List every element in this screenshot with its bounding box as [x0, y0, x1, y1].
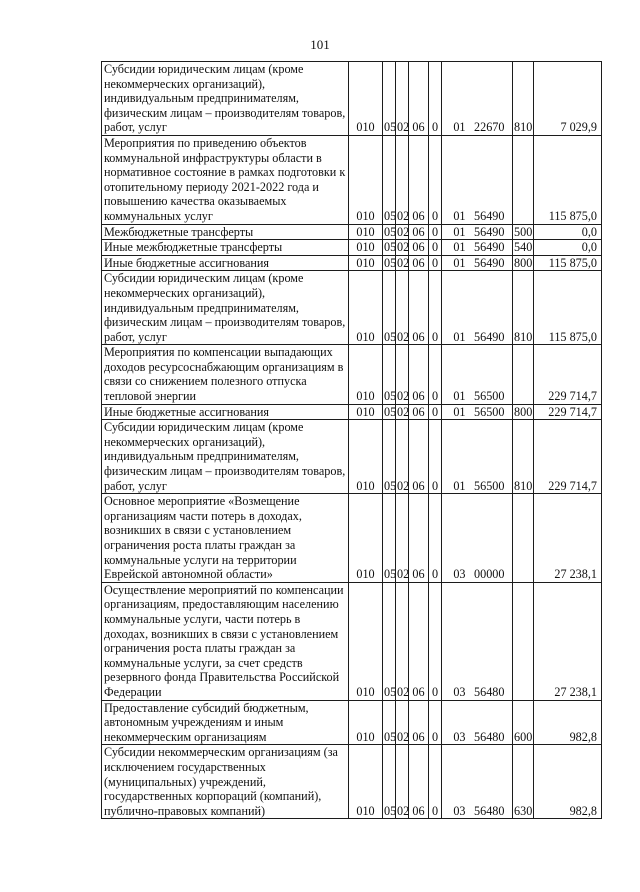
table-row: [102, 582, 602, 700]
table-row: [102, 240, 602, 256]
event-code-cell: 56480: [467, 745, 513, 819]
event-code-cell: 56490: [467, 135, 513, 224]
expense-type-cell: 800: [514, 404, 533, 419]
subprogram-code-cell: 0: [429, 345, 442, 404]
amount-cell: 229 714,7: [534, 345, 602, 404]
budget-table: [101, 61, 602, 819]
amount-cell: 115 875,0: [534, 271, 602, 345]
amount-cell: 0,0: [534, 224, 602, 240]
table-body: [102, 62, 602, 819]
subsection-code-cell: 02: [397, 240, 410, 255]
main-event-code-cell: 01: [442, 224, 467, 240]
table-row: [102, 135, 602, 224]
section-code-cell: 05: [383, 582, 396, 700]
table-row: [102, 700, 602, 745]
expense-type-cell: 600: [513, 700, 534, 745]
program-code-cell: 06: [409, 224, 429, 240]
amount-cell: 982,8: [534, 745, 602, 819]
expense-type-cell: [513, 135, 534, 224]
ministry-code-cell: 010: [349, 135, 383, 224]
main-event-code-cell: 01: [442, 420, 467, 494]
item-name-cell: Мероприятия по компенсации выпадающих доходов ресурсоснабжающим организациям в связи со снижением полезного отпуска тепловой энергии: [102, 345, 349, 404]
subsection-code-cell: 02: [397, 255, 410, 270]
table-row: [102, 745, 602, 819]
expense-type-cell: 800: [514, 255, 533, 270]
section-code-cell: 05: [383, 745, 396, 819]
subsection-code-cell: 02: [396, 62, 409, 136]
amount-cell: 229 714,7: [534, 404, 602, 420]
section-code-cell: 05: [383, 700, 396, 745]
item-name-cell: Основное мероприятие «Возмещение организациям части потерь в доходах, возникших в связи с установлением ограничения роста платы граждан за коммунальные услуги на территории Еврейской автономной области»: [102, 494, 349, 583]
expense-type-cell: 810: [513, 420, 534, 494]
subprogram-code-cell: 0: [429, 224, 442, 240]
subsection-code-cell: 02: [396, 420, 409, 494]
item-name-cell: Предоставление субсидий бюджетным, автономным учреждениям и иным некоммерческим организациям: [102, 700, 349, 745]
event-code-cell: 56500: [467, 345, 513, 404]
expense-type-cell: [513, 494, 534, 583]
table-row: [102, 255, 602, 271]
expense-type-cell: 500: [514, 224, 533, 239]
subsection-code-cell: 02: [396, 135, 409, 224]
program-code-cell: 06: [409, 745, 429, 819]
amount-cell: 115 875,0: [534, 135, 602, 224]
subprogram-code-cell: 0: [429, 700, 442, 745]
section-code-cell: 05: [383, 271, 396, 345]
amount-cell: 229 714,7: [534, 420, 602, 494]
subsection-code-cell: 02: [397, 404, 410, 419]
main-event-code-cell: 03: [442, 582, 467, 700]
table-row: [102, 404, 602, 420]
event-code-cell: 56490: [467, 255, 513, 271]
program-code-cell: 06: [409, 420, 429, 494]
subprogram-code-cell: 0: [429, 62, 442, 136]
section-code-cell: 05: [383, 420, 396, 494]
main-event-code-cell: 01: [442, 135, 467, 224]
item-name-cell: Осуществление мероприятий по компенсации организациям, предоставляющим населению коммунальные услуги, части потерь в доходах, возникших в связи с установлением ограничения роста платы граждан за коммунальные услуги, за счет средств резервного фонда Правительства Российской Федерации: [102, 582, 349, 700]
main-event-code-cell: 03: [442, 745, 467, 819]
main-event-code-cell: 01: [442, 345, 467, 404]
table-row: [102, 420, 602, 494]
subprogram-code-cell: 0: [429, 240, 442, 256]
subprogram-code-cell: 0: [429, 404, 442, 420]
ministry-code-cell: 010: [349, 224, 383, 240]
subprogram-code-cell: 0: [429, 255, 442, 271]
event-code-cell: 22670: [467, 62, 513, 136]
program-code-cell: 06: [409, 345, 429, 404]
amount-cell: 982,8: [534, 700, 602, 745]
table-row: [102, 271, 602, 345]
table-row: [102, 345, 602, 404]
main-event-code-cell: 01: [442, 404, 467, 420]
expense-type-cell: 540: [514, 240, 533, 255]
ministry-code-cell: 010: [349, 700, 383, 745]
amount-cell: 7 029,9: [534, 62, 602, 136]
subprogram-code-cell: 0: [429, 420, 442, 494]
item-name-cell: Субсидии юридическим лицам (кроме некоммерческих организаций), индивидуальным предпринимателям, физическим лицам – производителям товаров, работ, услуг: [102, 62, 349, 136]
ministry-code-cell: 010: [349, 745, 383, 819]
event-code-cell: 56480: [467, 582, 513, 700]
section-code-cell: 05: [383, 494, 396, 583]
main-event-code-cell: 03: [442, 494, 467, 583]
item-name-cell: Субсидии некоммерческим организациям (за исключением государственных (муниципальных) учреждений, государственных корпораций (компаний), публично-правовых компаний): [102, 745, 349, 819]
page-number: 101: [310, 37, 330, 52]
expense-type-cell: [513, 345, 534, 404]
subsection-code-cell: 02: [396, 582, 409, 700]
item-name-cell: Иные бюджетные ассигнования: [102, 255, 349, 271]
ministry-code-cell: 010: [349, 345, 383, 404]
ministry-code-cell: 010: [349, 420, 383, 494]
event-code-cell: 56480: [467, 700, 513, 745]
amount-cell: 27 238,1: [534, 582, 602, 700]
main-event-code-cell: 01: [442, 62, 467, 136]
ministry-code-cell: 010: [349, 582, 383, 700]
ministry-code-cell: 010: [349, 494, 383, 583]
subsection-code-cell: 02: [397, 224, 410, 239]
ministry-code-cell: 010: [349, 271, 383, 345]
section-code-cell: 05: [384, 240, 397, 255]
subprogram-code-cell: 0: [429, 745, 442, 819]
subsection-code-cell: 02: [396, 494, 409, 583]
program-code-cell: 06: [409, 255, 429, 271]
item-name-cell: Межбюджетные трансферты: [102, 224, 349, 240]
subprogram-code-cell: 0: [429, 494, 442, 583]
amount-cell: 27 238,1: [534, 494, 602, 583]
ministry-code-cell: 010: [349, 404, 383, 420]
table-row: [102, 224, 602, 240]
ministry-code-cell: 010: [349, 240, 383, 256]
event-code-cell: 00000: [467, 494, 513, 583]
table-row: [102, 62, 602, 136]
item-name-cell: Субсидии юридическим лицам (кроме некоммерческих организаций), индивидуальным предпринимателям, физическим лицам – производителям товаров, работ, услуг: [102, 420, 349, 494]
item-name-cell: Иные бюджетные ассигнования: [102, 404, 349, 420]
program-code-cell: 06: [409, 135, 429, 224]
expense-type-cell: 810: [513, 271, 534, 345]
program-code-cell: 06: [409, 582, 429, 700]
expense-type-cell: 810: [513, 62, 534, 136]
section-code-cell: 05: [383, 135, 396, 224]
main-event-code-cell: 01: [442, 240, 467, 256]
program-code-cell: 06: [409, 494, 429, 583]
item-name-cell: Иные межбюджетные трансферты: [102, 240, 349, 256]
program-code-cell: 06: [409, 404, 429, 420]
event-code-cell: 56490: [467, 271, 513, 345]
ministry-code-cell: 010: [349, 255, 383, 271]
expense-type-cell: 630: [513, 745, 534, 819]
main-event-code-cell: 03: [442, 700, 467, 745]
event-code-cell: 56500: [467, 404, 513, 420]
item-name-cell: Мероприятия по приведению объектов коммунальной инфраструктуры области в нормативное состояние в рамках подготовки к отопительному периоду 2021-2022 года и повышению качества оказываемых коммунальных услуг: [102, 135, 349, 224]
subsection-code-cell: 02: [396, 271, 409, 345]
main-event-code-cell: 01: [442, 255, 467, 271]
program-code-cell: 06: [409, 700, 429, 745]
item-name-cell: Субсидии юридическим лицам (кроме некоммерческих организаций), индивидуальным предпринимателям, физическим лицам – производителям товаров, работ, услуг: [102, 271, 349, 345]
program-code-cell: 06: [409, 62, 429, 136]
subsection-code-cell: 02: [396, 345, 409, 404]
section-code-cell: 05: [384, 255, 397, 270]
subprogram-code-cell: 0: [429, 271, 442, 345]
ministry-code-cell: 010: [349, 62, 383, 136]
subprogram-code-cell: 0: [429, 582, 442, 700]
event-code-cell: 56490: [467, 240, 513, 256]
subprogram-code-cell: 0: [429, 135, 442, 224]
section-code-cell: 05: [384, 404, 397, 419]
section-code-cell: 05: [383, 62, 396, 136]
amount-cell: 0,0: [534, 240, 602, 256]
expense-type-cell: [513, 582, 534, 700]
subsection-code-cell: 02: [396, 700, 409, 745]
event-code-cell: 56500: [467, 420, 513, 494]
subsection-code-cell: 02: [396, 745, 409, 819]
event-code-cell: 56490: [467, 224, 513, 240]
amount-cell: 115 875,0: [534, 255, 602, 271]
table-row: [102, 494, 602, 583]
main-event-code-cell: 01: [442, 271, 467, 345]
section-code-cell: 05: [384, 224, 397, 239]
program-code-cell: 06: [409, 271, 429, 345]
section-code-cell: 05: [383, 345, 396, 404]
program-code-cell: 06: [409, 240, 429, 256]
